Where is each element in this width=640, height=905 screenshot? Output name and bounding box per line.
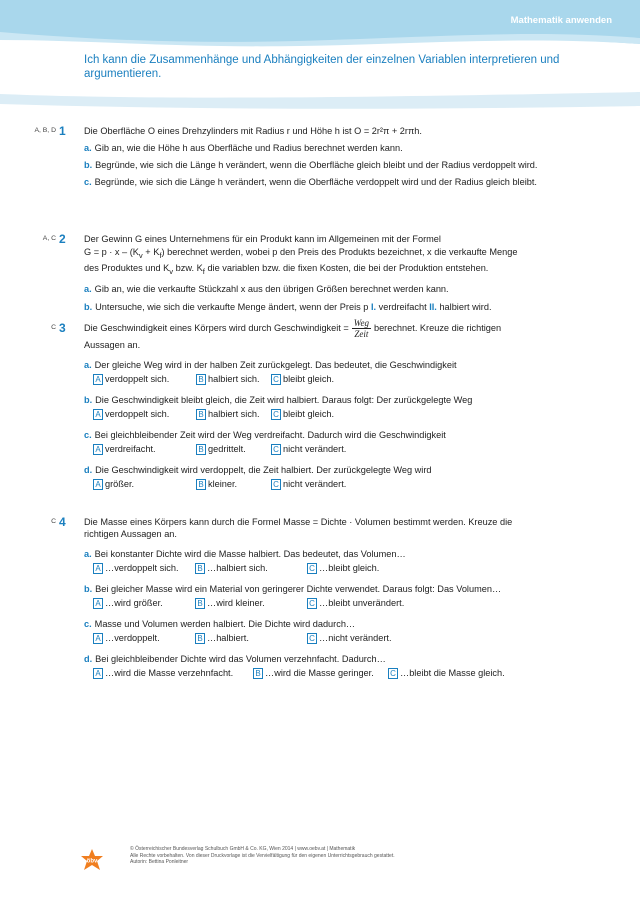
task-1-item-c: c. Begründe, wie sich die Länge h verändert, wenn die Oberfläche verdoppelt wird und der Radius gleich bleibt. [84, 177, 537, 187]
task-4-a-option-a[interactable]: A …verdoppelt sich. [93, 562, 195, 574]
task-2-costs-line: des Produktes und $K_v$ bzw. $K_f$ die variablen bzw. die fixen Kosten, die bei der Produktion entstehen. [84, 262, 489, 276]
task-3-item-c: c. Bei gleichbleibender Zeit wird der Weg verdreifacht. Dadurch wird die Geschwindigkeit [84, 430, 446, 440]
footer-author: Autorin: Bettina Ponleitner [130, 859, 189, 865]
checkbox-b: B [196, 479, 206, 490]
task-4-item-d: d. Bei gleichbleibender Dichte wird das Volumen verzehnfacht. Dadurch… [84, 654, 386, 664]
profit-formula: $G = p \cdot x - (K_v + K_f)$ [84, 247, 165, 260]
checkbox-a: A [93, 479, 103, 490]
task-4-c-option-b[interactable]: B …halbiert. [195, 632, 307, 644]
task-4-number: 4 [59, 515, 66, 529]
task-4-d-options [84, 667, 564, 679]
task-3-intro: Die Geschwindigkeit eines Körpers wird durch Geschwindigkeit = $\frac{\text{Weg}}{\text{Zeit}}$ berechnet. Kreuze die richtigen [84, 318, 502, 339]
section-band [0, 92, 640, 112]
task-4-c-options [84, 632, 564, 644]
task-1-item-a: a. Gib an, wie die Höhe h aus Oberfläche und Radius berechnet werden kann. [84, 143, 403, 153]
checkbox-c: C [271, 409, 281, 420]
task-3-b-option-c[interactable]: C bleibt gleich. [271, 408, 334, 420]
checkbox-b: B [196, 444, 206, 455]
checkbox-b: B [195, 563, 205, 574]
task-3-a-option-c[interactable]: C bleibt gleich. [271, 373, 334, 385]
task-1-item-b: b. Begründe, wie sich die Länge h verändert, wenn die Oberfläche gleich bleibt und der Radius verdoppelt wird. [84, 160, 538, 170]
publisher-logo [80, 848, 104, 872]
checkbox-b: B [196, 409, 206, 420]
task-3-item-d: d. Die Geschwindigkeit wird verdoppelt, die Zeit halbiert. Der zurückgelegte Weg wird [84, 465, 432, 475]
task-2-number: 2 [59, 232, 66, 246]
task-3-item-a: a. Der gleiche Weg wird in der halben Zeit zurückgelegt. Das bedeutet, die Geschwindigkeit [84, 360, 457, 370]
task-4-a-option-c[interactable]: C …bleibt gleich. [307, 562, 379, 574]
checkbox-c: C [271, 479, 281, 490]
task-1-tag: A, B, D [34, 127, 56, 134]
task-3-c-option-a[interactable]: A verdreifacht. [93, 443, 196, 455]
logo-text: öbv [86, 858, 98, 865]
task-4-tag: C [51, 518, 56, 525]
checkbox-a: A [93, 633, 103, 644]
task-3-d-option-a[interactable]: A größer. [93, 478, 196, 490]
task-3-c-option-b[interactable]: B gedrittelt. [196, 443, 271, 455]
task-4-a-options [84, 562, 564, 574]
checkbox-a: A [93, 668, 103, 679]
task-2-tag: A, C [42, 235, 56, 242]
task-1-number: 1 [59, 124, 66, 138]
checkbox-a: A [93, 409, 103, 420]
checkbox-c: C [307, 633, 317, 644]
task-3-d-option-b[interactable]: B kleiner. [196, 478, 271, 490]
checkbox-a: A [93, 598, 103, 609]
checkbox-b: B [196, 374, 206, 385]
task-4-c-option-c[interactable]: C …nicht verändert. [307, 632, 392, 644]
footer-copyright: © Österreichischer Bundesverlag Schulbuch GmbH & Co. KG, Wien 2014 | www.oebv.at | Mathematik [130, 846, 356, 852]
checkbox-c: C [307, 598, 317, 609]
checkbox-b: B [195, 633, 205, 644]
task-3-b-option-b[interactable]: B halbiert sich. [196, 408, 271, 420]
task-4-b-options [84, 597, 564, 609]
footer-rights: Alle Rechte vorbehalten. Von dieser Druckvorlage ist die Vervielfältigung für den eigenen Unterrichtsgebrauch gestattet. [130, 852, 395, 859]
task-4-a-option-b[interactable]: B …halbiert sich. [195, 562, 307, 574]
checkbox-c: C [388, 668, 398, 679]
checkbox-b: B [253, 668, 263, 679]
task-3-number: 3 [59, 321, 66, 335]
checkbox-a: A [93, 374, 103, 385]
task-3-c-option-c[interactable]: C nicht verändert. [271, 443, 346, 455]
header-title: Mathematik anwenden [510, 15, 612, 26]
task-4-b-option-b[interactable]: B …wird kleiner. [195, 597, 307, 609]
task-4-d-option-a[interactable]: A …wird die Masse verzehnfacht. [93, 667, 253, 679]
task-3-d-options [84, 478, 564, 490]
mass-formula: Masse = Dichte · Volumen [283, 517, 391, 527]
task-1-intro: Die Oberfläche O eines Drehzylinders mit Radius r und Höhe h ist O = 2r²π + 2rπh. [84, 126, 422, 136]
task-3-tag: C [51, 324, 56, 331]
task-4-item-a: a. Bei konstanter Dichte wird die Masse halbiert. Das bedeutet, das Volumen… [84, 549, 406, 559]
task-2-intro: Der Gewinn G eines Unternehmens für ein Produkt kann im Allgemeinen mit der Formel [84, 234, 441, 244]
checkbox-c: C [307, 563, 317, 574]
footer [130, 846, 395, 866]
checkbox-b: B [195, 598, 205, 609]
task-3-d-option-c[interactable]: C nicht verändert. [271, 478, 346, 490]
task-3-a-options [84, 373, 564, 385]
task-3-item-b: b. Die Geschwindigkeit bleibt gleich, die Zeit wird halbiert. Daraus folgt: Der zurückgelegte Weg [84, 395, 473, 405]
task-4-d-option-c[interactable]: C …bleibt die Masse gleich. [388, 667, 505, 679]
learning-goal: Ich kann die Zusammenhänge und Abhängigkeiten der einzelnen Variablen interpretieren und argumentieren. [84, 54, 560, 80]
checkbox-a: A [93, 444, 103, 455]
checkbox-c: C [271, 374, 281, 385]
task-3-b-option-a[interactable]: A verdoppelt sich. [93, 408, 196, 420]
task-2-formula-line: $G = p \cdot x - (K_v + K_f)$ berechnet werden, wobei p den Preis des Produkts bezeichnet, x die verkaufte Menge [84, 247, 518, 260]
task-2-item-b: b. Untersuche, wie sich die verkaufte Menge ändert, wenn der Preis p I. verdreifacht II. halbiert wird. [84, 301, 492, 312]
checkbox-c: C [271, 444, 281, 455]
speed-fraction: $\frac{\text{Weg}}{\text{Zeit}}$ [353, 318, 369, 339]
task-4-intro: Die Masse eines Körpers kann durch die Formel Masse = Dichte · Volumen bestimmt werden. Kreuze die [84, 517, 513, 527]
task-3-c-options [84, 443, 564, 455]
task-3-a-option-a[interactable]: A verdoppelt sich. [93, 373, 196, 385]
checkbox-a: A [93, 563, 103, 574]
task-4-b-option-a[interactable]: A …wird größer. [93, 597, 195, 609]
task-2-item-a: a. Gib an, wie die verkaufte Stückzahl x aus den übrigen Größen berechnet werden kann. [84, 283, 449, 294]
task-3-a-option-b[interactable]: B halbiert sich. [196, 373, 271, 385]
task-4-b-option-c[interactable]: C …bleibt unverändert. [307, 597, 404, 609]
task-3-b-options [84, 408, 564, 420]
task-4-item-b: b. Bei gleicher Masse wird ein Material von geringerer Dichte verwendet. Daraus folgt: Das Volumen… [84, 584, 502, 594]
task-4-c-option-a[interactable]: A …verdoppelt. [93, 632, 195, 644]
task-4-item-c: c. Masse und Volumen werden halbiert. Die Dichte wird dadurch… [84, 619, 356, 629]
task-4-d-option-b[interactable]: B …wird die Masse geringer. [253, 667, 388, 679]
